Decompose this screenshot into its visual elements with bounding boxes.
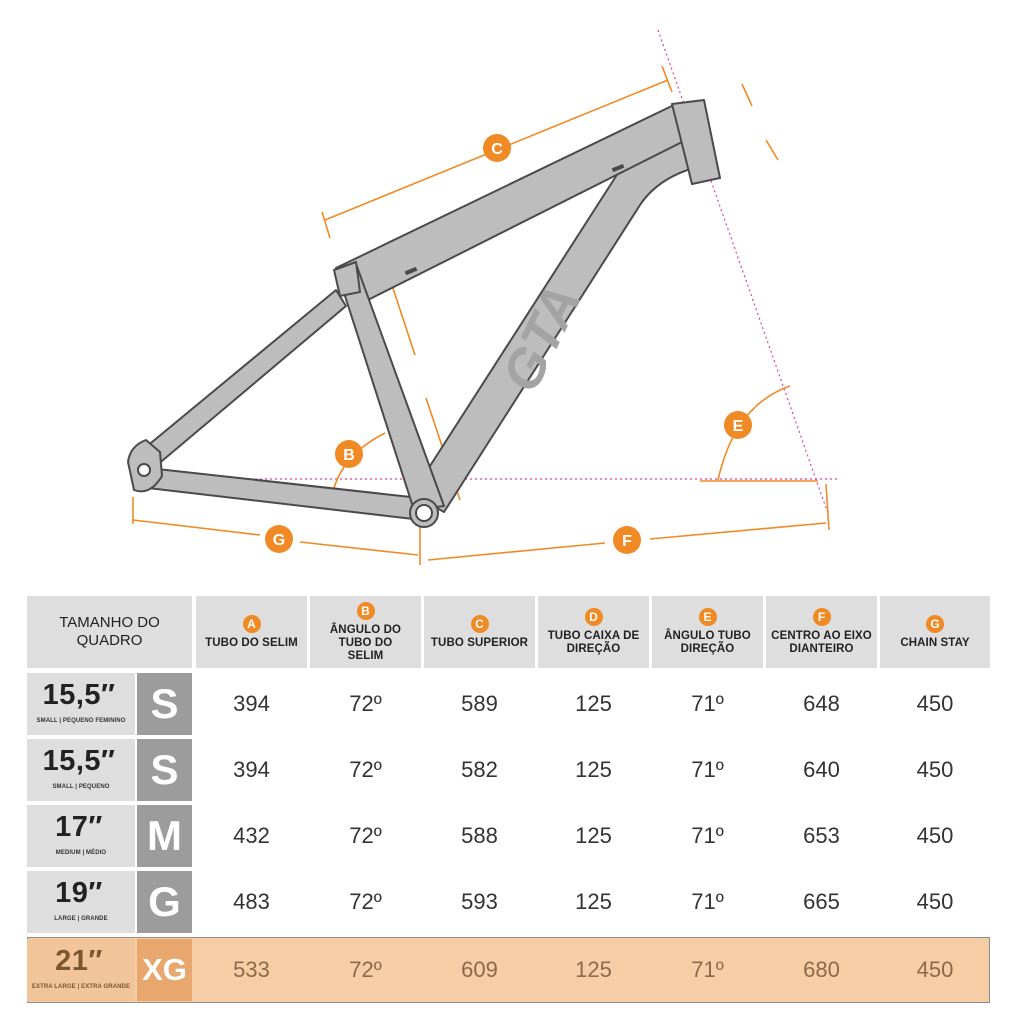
table-row: [27, 673, 990, 735]
value-cell: 125: [575, 757, 612, 782]
value-cell: 665: [803, 889, 840, 914]
value-cell: 394: [233, 691, 270, 716]
value-cell: 71º: [691, 889, 724, 914]
marker-f: [613, 526, 641, 554]
value-cell: 72º: [349, 823, 382, 848]
value-cell: 72º: [349, 691, 382, 716]
column-header-e: E ÂNGULO TUBO DIREÇÃO: [652, 596, 763, 668]
geometry-table: [27, 596, 990, 1006]
column-header-d: D TUBO CAIXA DE DIREÇÃO: [538, 596, 649, 668]
column-header-c: C TUBO SUPERIOR: [424, 596, 535, 668]
value-cell: 125: [575, 823, 612, 848]
size-cell: 15,5″ SMALL | PEQUENO FEMININO: [27, 673, 135, 735]
value-cell: 71º: [691, 823, 724, 848]
value-cell: 450: [916, 957, 954, 982]
value-cell: 71º: [691, 757, 724, 782]
size-cell: 17″ MEDIUM | MÉDIO: [27, 805, 135, 867]
value-cell: 125: [575, 957, 612, 982]
front-center-dimension-line: [428, 543, 605, 560]
seat-stay: [140, 290, 346, 466]
value-cell: 450: [916, 691, 954, 716]
column-header-b: B ÂNGULO DO TUBO DO SELIM: [310, 596, 421, 668]
bike-frame: [128, 100, 720, 527]
value-cell: 609: [461, 957, 498, 982]
value-cell: 72º: [349, 957, 382, 982]
size-cell: 15,5″ SMALL | PEQUENO: [27, 739, 135, 801]
value-cell: 71º: [691, 691, 724, 716]
svg-text:F: F: [622, 533, 632, 550]
value-cell: 533: [233, 957, 270, 982]
column-header-g: G CHAIN STAY: [880, 596, 990, 668]
value-cell: 125: [575, 691, 612, 716]
table-row-highlighted: [27, 939, 990, 1001]
marker-c: [483, 134, 511, 162]
chain-stay: [148, 468, 422, 520]
value-cell: 72º: [349, 757, 382, 782]
value-cell: 589: [461, 691, 498, 716]
value-cell: 483: [233, 889, 270, 914]
value-cell: 450: [916, 889, 954, 914]
value-cell: 125: [575, 889, 612, 914]
value-cell: 72º: [349, 889, 382, 914]
svg-text:G: G: [272, 532, 286, 549]
svg-text:C: C: [491, 141, 503, 158]
seat-tube: [336, 264, 444, 510]
size-letter: S: [137, 739, 192, 801]
size-letter: XG: [137, 939, 192, 1001]
value-cell: 71º: [691, 957, 724, 982]
table-row: [27, 871, 990, 933]
marker-g: [265, 525, 293, 553]
value-cell: 450: [916, 757, 954, 782]
value-cell: 640: [803, 757, 840, 782]
value-cell: 588: [461, 823, 498, 848]
size-letter: S: [137, 673, 192, 735]
table-row: [27, 805, 990, 867]
value-cell: 450: [916, 823, 954, 848]
chainstay-dimension-line: [133, 520, 260, 535]
value-cell: 653: [803, 823, 840, 848]
size-cell: 21″ EXTRA LARGE | EXTRA GRANDE: [27, 939, 135, 1001]
column-header-f: F CENTRO AO EIXO DIANTEIRO: [766, 596, 877, 668]
marker-b: [335, 440, 363, 468]
value-cell: 680: [803, 957, 840, 982]
table-row: [27, 739, 990, 801]
value-cell: 432: [233, 823, 270, 848]
size-column-header: TAMANHO DO QUADRO: [27, 596, 192, 668]
size-letter: G: [137, 871, 192, 933]
value-cell: 582: [461, 757, 498, 782]
head-tube-dimension-line: [742, 84, 752, 106]
svg-text:B: B: [343, 447, 355, 464]
value-cell: 394: [233, 757, 270, 782]
value-cell: 648: [803, 691, 840, 716]
size-letter: M: [137, 805, 192, 867]
size-cell: 19″ LARGE | GRANDE: [27, 871, 135, 933]
column-header-a: A TUBO DO SELIM: [196, 596, 307, 668]
brand-logo: GTA: [490, 275, 593, 401]
svg-text:E: E: [732, 418, 744, 435]
marker-e: [724, 411, 752, 439]
value-cell: 593: [461, 889, 498, 914]
